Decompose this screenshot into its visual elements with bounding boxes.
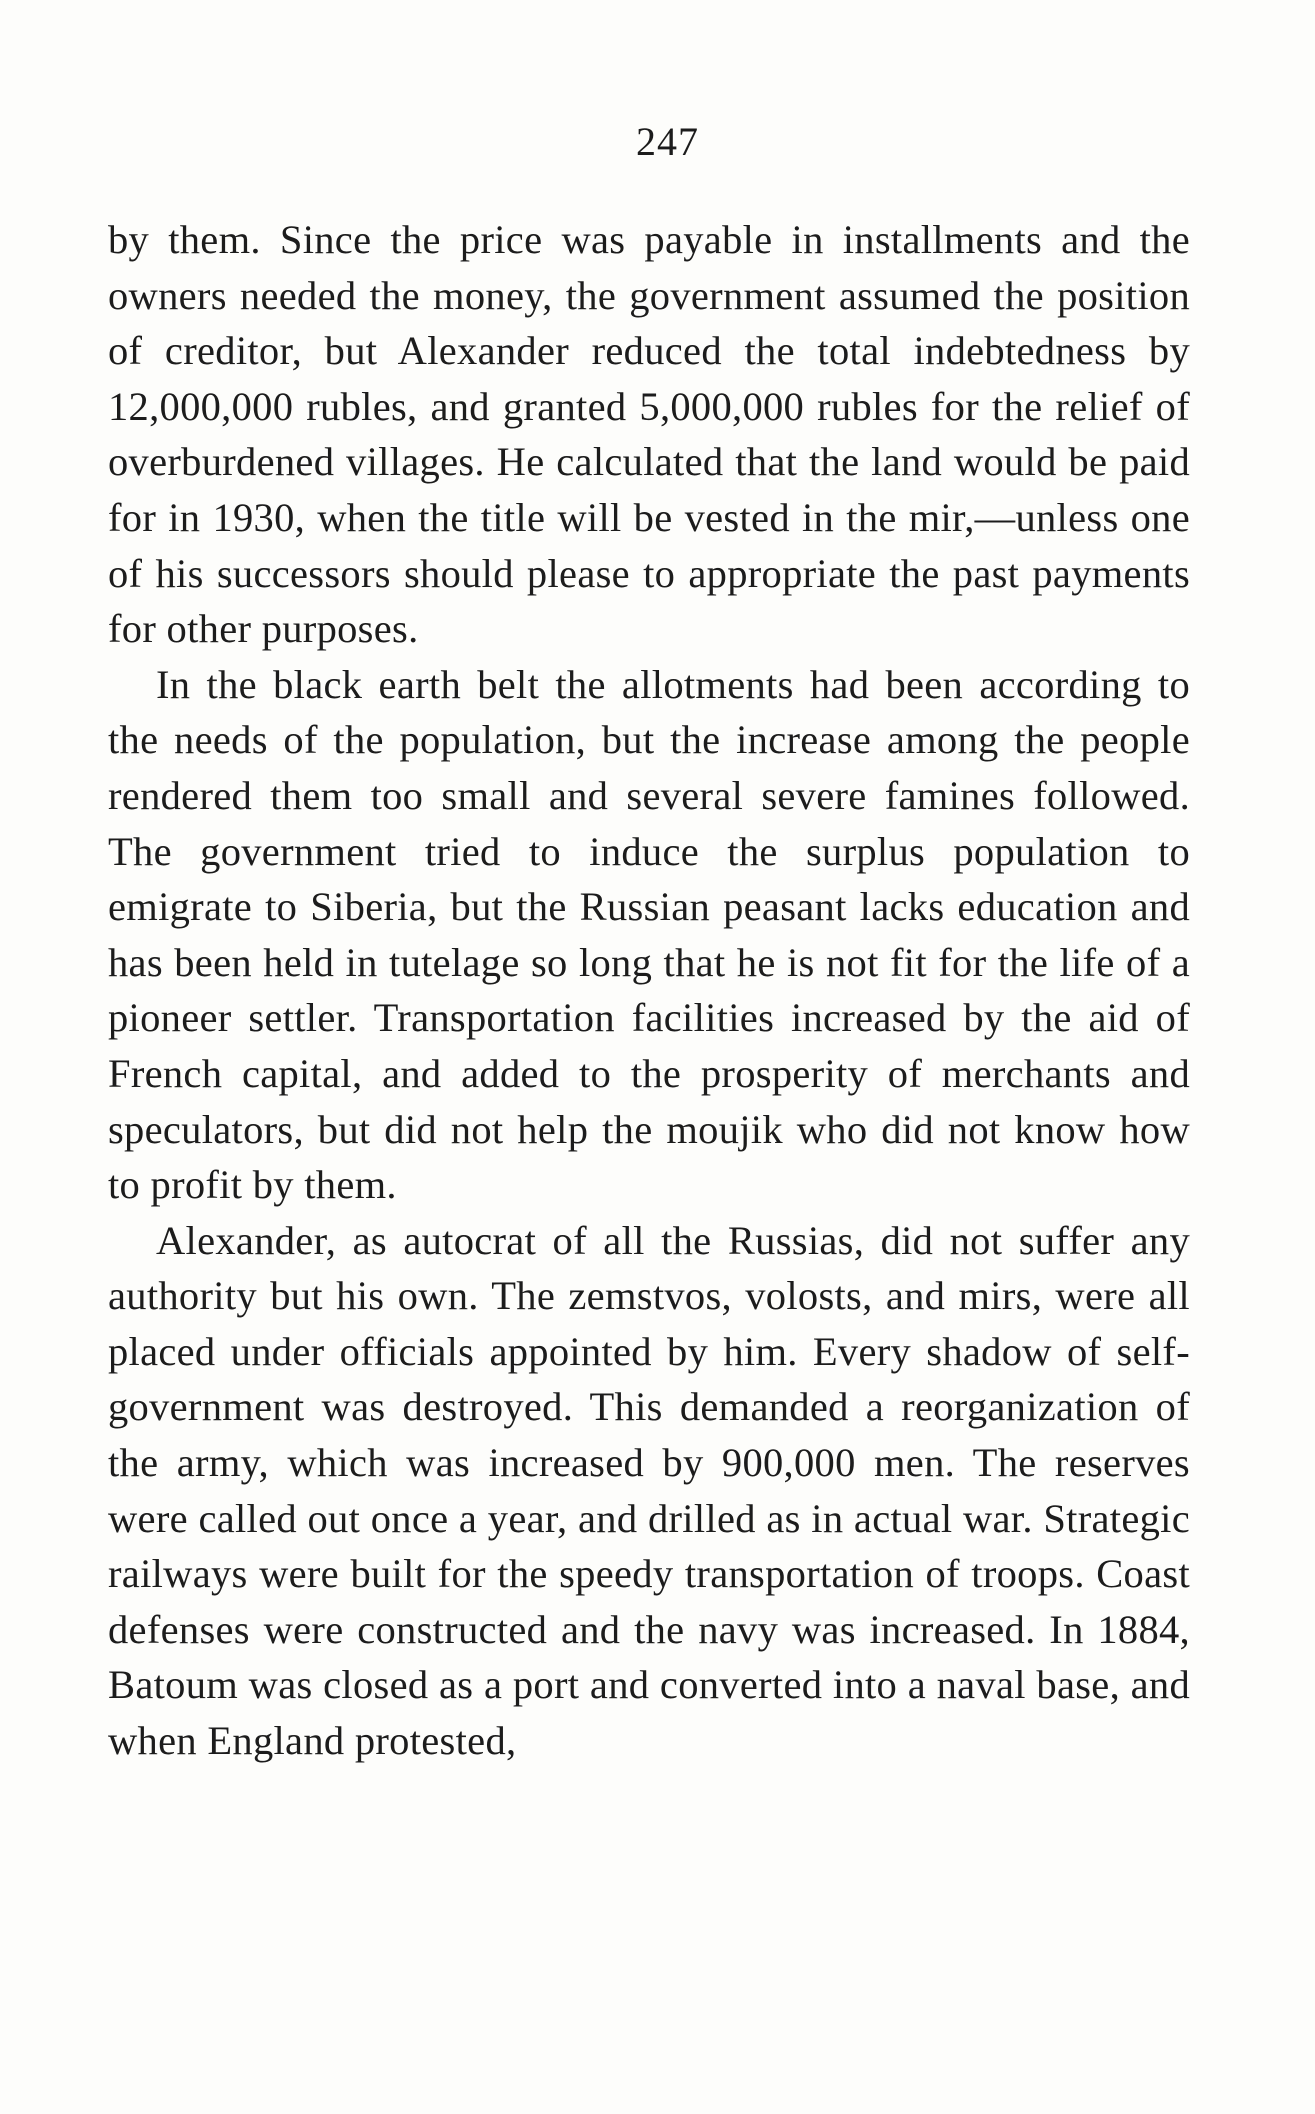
page-number: 247 (636, 119, 699, 164)
body-text (108, 212, 1190, 1769)
paragraph-autocrat: Alexander, as autocrat of all the Russias, did not suffer any authority but his own. The zemstvos, volosts, and mirs, were all placed under officials appointed by him. Every shadow of self-government was destroyed. This demanded a reorganization of the army, which was increased by 900,000 men. The reserves were called out once a year, and drilled as in actual war. Strategic railways were built for the speedy transportation of troops. Coast defenses were constructed and the navy was increased. In 1884, Batoum was closed as a port and converted into a naval base, and when England protested, (108, 1217, 1190, 1764)
paragraph-black-earth: In the black earth belt the allotments had been according to the needs of the population, but the increase among the people rendered them too small and several severe famines followed. The government tried to induce the surplus population to emigrate to Siberia, but the Russian peasant lacks education and has been held in tutelage so long that he is not fit for the life of a pioneer settler. Transportation facilities increased by the aid of French capital, and added to the prosperity of merchants and speculators, but did not help the moujik who did not know how to profit by them. (108, 661, 1190, 1208)
paragraph-continuation: by them. Since the price was payable in installments and the owners needed the money, the government assumed the position of creditor, but Alexander reduced the total indebtedness by 12,000,000 rubles, and granted 5,000,000 rubles for the relief of overburdened villages. He calculated that the land would be paid for in 1930, when the title will be vested in the mir,—unless one of his successors should please to appropriate the past payments for other purposes. (108, 217, 1190, 652)
